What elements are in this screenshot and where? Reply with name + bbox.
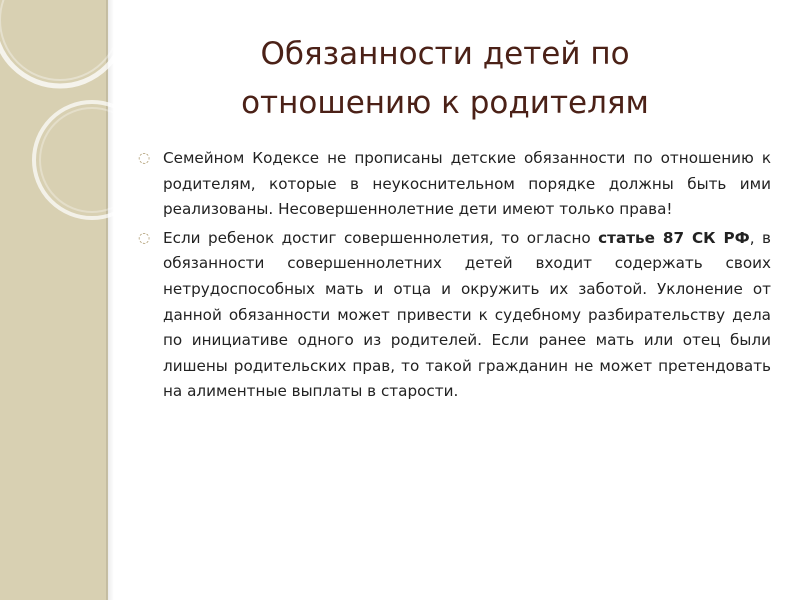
medium-ring: [34, 102, 150, 218]
bullet-text-end: , в обязанности совершеннолетних детей входит содержать своих нетрудоспособных мать и отца и окружить их заботой. Уклонение от данной обязанности может привести к судебному разбирательству дела по инициативе одного из родителей. Если ранее мать или отец были лишены родительских прав, то такой гражданин не может претендовать на алиментные выплаты в старости.: [163, 228, 772, 401]
bullet-text-start: Если ребенок достиг совершеннолетия, то огласно: [163, 228, 599, 247]
slide-title: [160, 30, 730, 128]
slide-title-line-1: Обязанности детей по: [260, 36, 630, 72]
law-reference: статье 87 СК РФ: [598, 228, 750, 247]
medium-ring-inner: [40, 108, 144, 212]
bullet-item-family-code: [138, 146, 771, 223]
large-ring: [0, 0, 126, 86]
bullet-list: [138, 146, 771, 408]
bullet-text: Семейном Кодексе не прописаны детские обязанности по отношению к родителям, которые в неукоснительном порядке должны быть ими реализованы. Несовершеннолетние дети имеют только права!: [163, 149, 771, 219]
slide-title-line-2: отношению к родителям: [241, 85, 649, 121]
bullet-icon: ◌: [138, 150, 151, 166]
bullet-item-adult-children: [138, 226, 771, 405]
bullet-icon: ◌: [138, 229, 151, 246]
